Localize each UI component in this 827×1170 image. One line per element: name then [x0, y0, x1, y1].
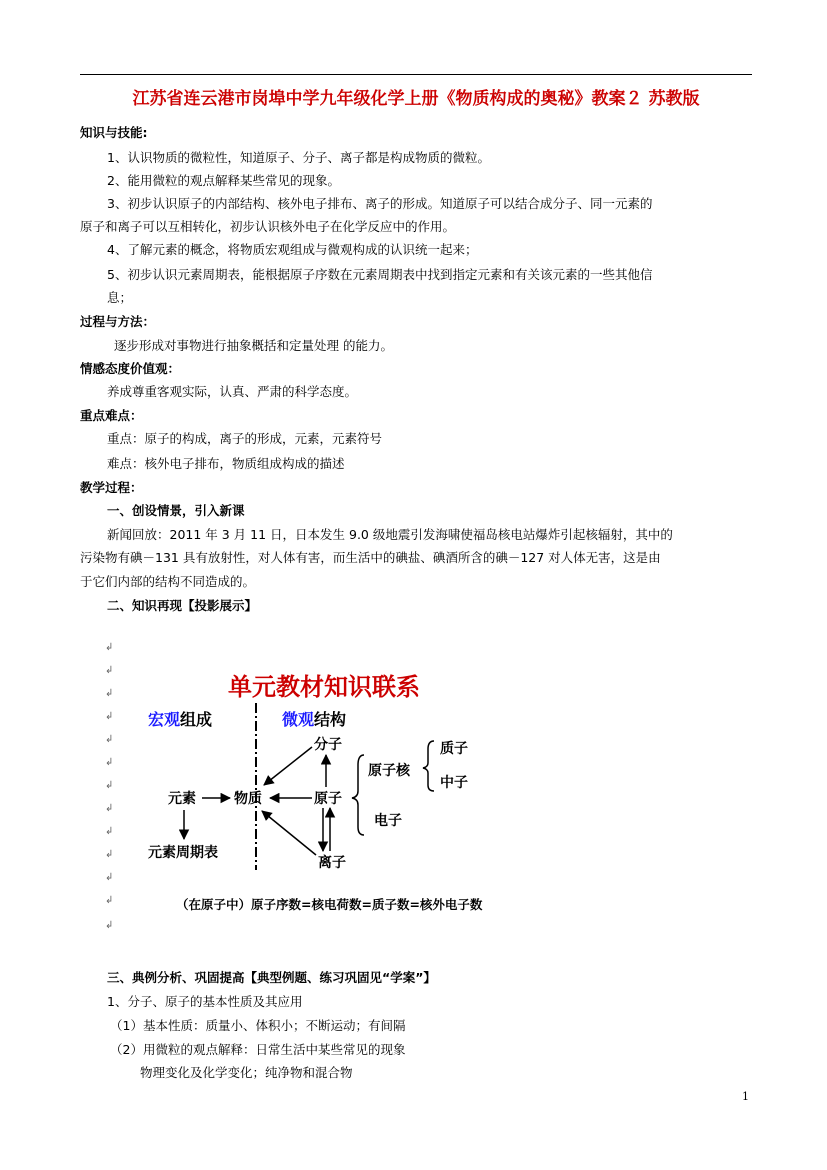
attitude-heading: 情感态度价值观： [80, 361, 181, 376]
process-heading: 过程与方法： [80, 314, 156, 329]
knowledge-item-4: 4、了解元素的概念，将物质宏观组成与微观构成的认识统一起来； [107, 242, 478, 257]
process-text: 逐步形成对事物进行抽象概括和定量处理 的能力。 [114, 338, 393, 353]
paragraph-mark: ↲ [105, 803, 114, 814]
paragraph-mark: ↲ [105, 872, 114, 883]
knowledge-item-5a: 5、初步认识元素周期表，能根据原子序数在元素周期表中找到指定元素和有关该元素的一些其他信 [107, 267, 653, 282]
paragraph-mark: ↲ [105, 665, 114, 676]
paragraph-mark: ↲ [105, 688, 114, 699]
paragraph-mark: ↲ [105, 734, 114, 745]
news-line-1: 新闻回放：2011 年 3 月 11 日，日本发生 9.0 级地震引发海啸使福岛核电站爆炸引起核辐射，其中的 [107, 527, 673, 542]
periodic-table-node: 元素周期表 [148, 845, 218, 861]
news-line-3: 于它们内部的结构不同造成的。 [80, 574, 256, 589]
paragraph-mark: ↲ [105, 826, 114, 837]
step1-heading: 一、创设情景，引入新课 [107, 503, 245, 518]
ion-node: 离子 [318, 855, 346, 871]
paragraph-mark: ↲ [105, 711, 114, 722]
teaching-heading: 教学过程： [80, 480, 143, 495]
paragraph-mark: ↲ [105, 895, 114, 906]
step3-heading: 三、典例分析、巩固提高【典型例题、练习巩固见“学案”】 [107, 970, 436, 985]
knowledge-item-1: 1、认识物质的微粒性，知道原子、分子、离子都是构成物质的微粒。 [107, 150, 490, 165]
paragraph-mark: ↲ [105, 780, 114, 791]
nucleus-brace [423, 741, 434, 791]
difficult-point: 难点：核外电子排布，物质组成构成的描述 [107, 456, 345, 471]
step3-item-1: 1、分子、原子的基本性质及其应用 [107, 994, 303, 1009]
proton-node: 质子 [440, 741, 468, 757]
substance-node: 物质 [234, 791, 262, 807]
knowledge-item-5b: 息； [107, 290, 133, 305]
molecule-node: 分子 [314, 737, 342, 753]
step3-item-2: （1）基本性质：质量小、体积小；不断运动；有间隔 [110, 1018, 406, 1033]
paragraph-mark: ↲ [105, 849, 114, 860]
paragraph-mark: ↲ [105, 920, 114, 931]
header-rule [80, 74, 752, 75]
step3-item-3: （2）用微粒的观点解释：日常生活中某些常见的现象 [110, 1042, 406, 1057]
attitude-text: 养成尊重客观实际，认真、严肃的科学态度。 [107, 384, 358, 399]
macro-label: 宏观组成 [148, 710, 213, 729]
news-line-2: 污染物有碘－131 具有放射性，对人体有害，而生活中的碘盐、碘酒所含的碘－127 对人体无害，这是由 [80, 550, 661, 565]
key-point: 重点：原子的构成，离子的形成，元素，元素符号 [107, 431, 383, 446]
paragraph-mark: ↲ [105, 757, 114, 768]
formula-text: （在原子中）原子序数=核电荷数=质子数=核外电子数 [176, 897, 483, 912]
micro-label: 微观结构 [282, 710, 347, 729]
nucleus-node: 原子核 [368, 763, 410, 779]
electron-node: 电子 [374, 813, 402, 829]
atom-node: 原子 [314, 791, 342, 807]
arrow-molecule-substance [264, 747, 312, 785]
neutron-node: 中子 [440, 775, 468, 791]
key-heading: 重点难点： [80, 408, 143, 423]
document-title: 江苏省连云港市岗埠中学九年级化学上册《物质构成的奥秘》教案２ 苏教版 [132, 89, 700, 109]
step3-item-4: 物理变化及化学变化；纯净物和混合物 [140, 1065, 353, 1080]
arrow-ion-substance [262, 811, 316, 855]
atom-brace [352, 755, 364, 835]
knowledge-item-3a: 3、初步认识原子的内部结构、核外电子排布、离子的形成。知道原子可以结合成分子、同一元素的 [107, 196, 653, 211]
knowledge-map-diagram [118, 655, 538, 930]
step2-heading: 二、知识再现【投影展示】 [107, 598, 258, 613]
element-node: 元素 [168, 791, 196, 807]
knowledge-item-2: 2、能用微粒的观点解释某些常见的现象。 [107, 173, 340, 188]
page-number: 1 [742, 1090, 749, 1103]
paragraph-mark: ↲ [105, 642, 114, 653]
diagram-title: 单元教材知识联系 [228, 673, 420, 701]
knowledge-heading: 知识与技能: [80, 125, 148, 140]
knowledge-item-3b: 原子和离子可以互相转化，初步认识核外电子在化学反应中的作用。 [80, 219, 456, 234]
